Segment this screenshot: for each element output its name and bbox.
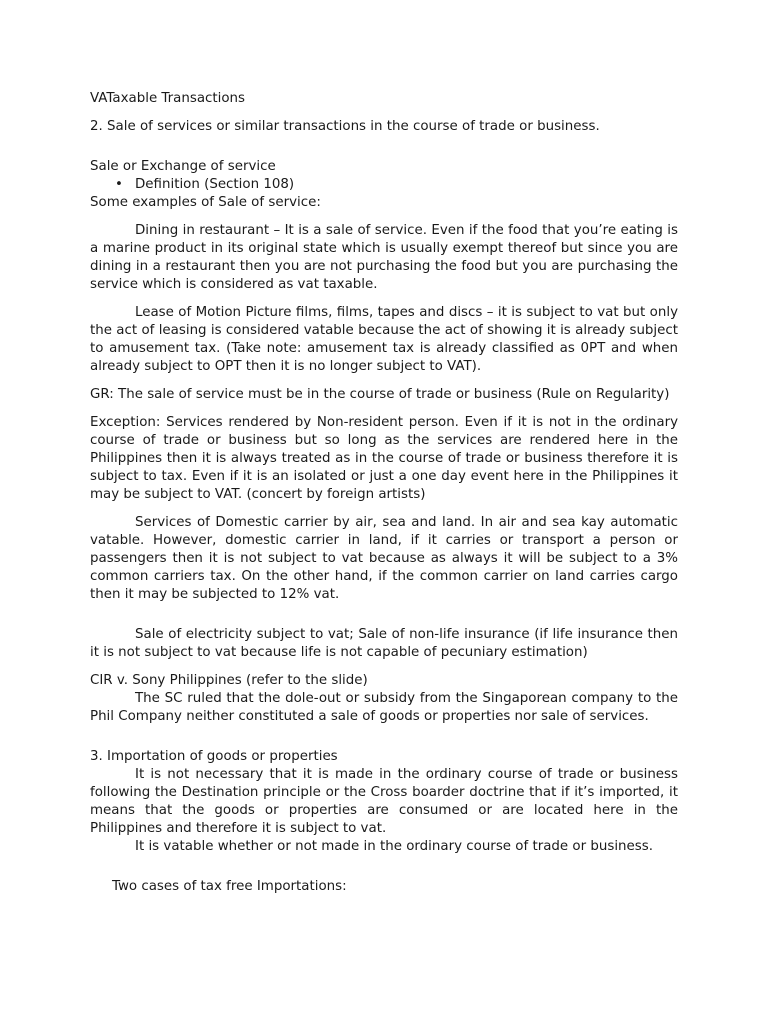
definition-list bbox=[90, 176, 678, 194]
bullet-icon: • bbox=[115, 177, 123, 192]
importation-paragraph: It is not necessary that it is made in the ordinary course of trade or business following the Destination principle or the Cross boarder doctrine that if it’s imported, it means that the goods or properties are consumed or are located here in the Philippines and therefore it is subject to vat. bbox=[90, 767, 678, 836]
item-2-heading: 2. Sale of services or similar transactions in the course of trade or business. bbox=[90, 119, 600, 134]
list-item-text: Definition (Section 108) bbox=[135, 177, 295, 192]
lease-paragraph: Lease of Motion Picture films, films, tapes and discs – it is subject to vat but only the act of leasing is considered vatable because the act of showing it is already subject to amusement tax. (Take note: amusement tax is already classified as 0PT and when already subject to OPT then it is no longer subject to VAT). bbox=[90, 305, 678, 374]
importation-vatable-paragraph: It is vatable whether or not made in the ordinary course of trade or business. bbox=[135, 839, 653, 854]
cir-ruling-paragraph: The SC ruled that the dole-out or subsidy from the Singaporean company to the Phil Company neither constituted a sale of goods or properties nor sale of services. bbox=[90, 691, 678, 724]
general-rule-paragraph: GR: The sale of service must be in the course of trade or business (Rule on Regularity) bbox=[90, 387, 670, 402]
examples-heading: Some examples of Sale of service: bbox=[90, 195, 321, 210]
document-title: VATaxable Transactions bbox=[90, 91, 246, 106]
electricity-paragraph: Sale of electricity subject to vat; Sale of non-life insurance (if life insurance then it is not subject to vat because life is not capable of pecuniary estimation) bbox=[90, 627, 678, 660]
tax-free-importations-heading: Two cases of tax free Importations: bbox=[112, 879, 347, 894]
carrier-paragraph: Services of Domestic carrier by air, sea and land. In air and sea kay automatic vatable. However, domestic carrier in land, if it carries or transport a person or passengers then it is not subject to vat because as always it will be subject to a 3% common carriers tax. On the other hand, if the common carrier on land carries cargo then it may be subjected to 12% vat. bbox=[90, 515, 678, 602]
dining-paragraph: Dining in restaurant – It is a sale of service. Even if the food that you’re eating is a marine product in its original state which is usually exempt thereof but since you are dining in a restaurant then you are not purchasing the food but you are purchasing the service which is considered as vat taxable. bbox=[90, 223, 678, 292]
item-3-heading: 3. Importation of goods or properties bbox=[90, 749, 338, 764]
list-item bbox=[90, 176, 678, 194]
cir-heading: CIR v. Sony Philippines (refer to the slide) bbox=[90, 673, 368, 688]
sale-exchange-heading: Sale or Exchange of service bbox=[90, 159, 276, 174]
document-page bbox=[90, 90, 678, 896]
exception-paragraph: Exception: Services rendered by Non-resident person. Even if it is not in the ordinary course of trade or business but so long as the services are rendered here in the Philippines then it is always treated as in the course of trade or business therefore it is subject to tax. Even if it is an isolated or just a one day event here in the Philippines it may be subject to VAT. (concert by foreign artists) bbox=[90, 415, 678, 502]
